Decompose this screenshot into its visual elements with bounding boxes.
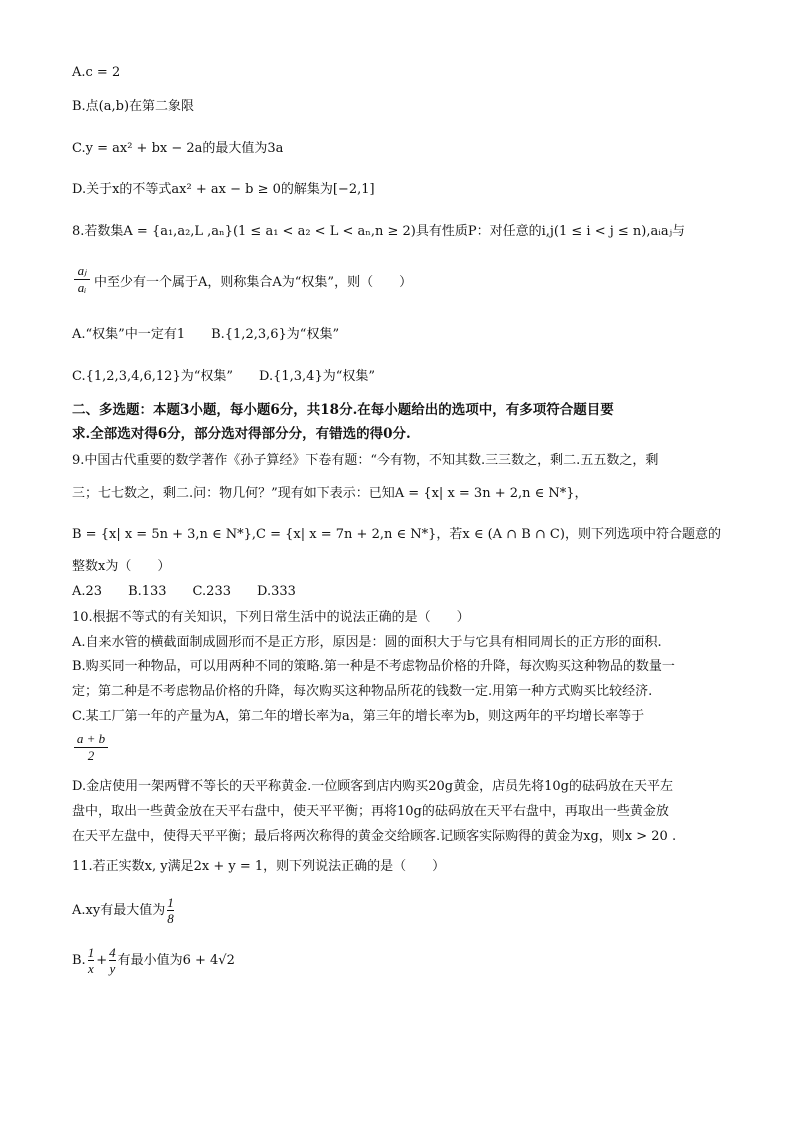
q9-stem-line4: 整数x为（ ） bbox=[72, 559, 171, 574]
q7-option-d: D.关于x的不等式ax² + ax − b ≥ 0的解集为[−2,1] bbox=[72, 182, 375, 197]
q11-option-b-f1-numerator: 1 bbox=[87, 945, 95, 960]
q11-option-b-label: B. bbox=[72, 953, 86, 968]
q11-option-b-f2-numerator: 4 bbox=[109, 945, 116, 960]
q10-option-b-line1: B.购买同一种物品，可以用两种不同的策略.第一种是不考虑物品价格的升降，每次购买这种物品的数量一 bbox=[72, 659, 675, 674]
q8-fraction-numerator: aⱼ bbox=[77, 263, 87, 278]
q11-option-b-fraction2 bbox=[109, 945, 116, 976]
q7-option-a: A.c = 2 bbox=[72, 65, 121, 80]
q10-option-a: A.自来水管的横截面制成圆形而不是正方形，原因是：圆的面积大于与它具有相同周长的正方形的面积. bbox=[72, 635, 662, 650]
q9-options: A.23 B.133 C.233 D.333 bbox=[72, 584, 296, 599]
q11-option-a bbox=[72, 893, 176, 929]
q10-stem: 10.根据不等式的有关知识，下列日常生活中的说法正确的是（ ） bbox=[72, 610, 470, 625]
q11-stem: 11.若正实数x, y满足2x + y = 1，则下列说法正确的是（ ） bbox=[72, 859, 446, 874]
q10-option-d-line3: 在天平左盘中，使得天平平衡；最后将两次称得的黄金交给顾客.记顾客实际购得的黄金为xg，则x > 20 . bbox=[72, 829, 677, 844]
q9-stem-line3: B = {x| x = 5n + 3,n ∈ N*},C = {x| x = 7n + 2,n ∈ N*}，若x ∈ (A ∩ B ∩ C)，则下列选项中符合题意的 bbox=[72, 527, 721, 542]
q11-option-b-fraction1 bbox=[88, 945, 95, 976]
q11-option-b-text: 有最小值为6 + 4√2 bbox=[117, 953, 235, 968]
q10-option-c-line1: C.某工厂第一年的产量为A，第二年的增长率为a，第三年的增长率为b，则这两年的平均增长率等于 bbox=[72, 709, 645, 724]
q10-option-b-line2: 定；第二种是不考虑物品价格的升降，每次购买这种物品所花的钱数一定.用第一种方式购买比较经济. bbox=[72, 684, 653, 699]
q11-option-a-numerator: 1 bbox=[167, 895, 174, 910]
q11-option-b-f2-denominator: y bbox=[109, 961, 116, 976]
q8-options-ab: A.“权集”中一定有1 B.{1,2,3,6}为“权集” bbox=[72, 327, 340, 342]
q10-c-fraction-denominator: 2 bbox=[87, 748, 95, 763]
section2-heading-line1: 二、多选题：本题3小题，每小题6分，共18分.在每小题给出的选项中，有多项符合题目要 bbox=[72, 402, 614, 418]
q10-c-fraction bbox=[74, 731, 108, 764]
q11-option-a-text: A.xy有最大值为 bbox=[72, 903, 166, 918]
q8-stem-line2: 中至少有一个属于A，则称集合A为“权集”，则（ ） bbox=[94, 275, 413, 290]
section2-heading-line2: 求.全部选对得6分，部分选对得部分分，有错选的得0分. bbox=[72, 426, 411, 442]
q11-option-a-denominator: 8 bbox=[167, 911, 174, 926]
q7-option-b: B.点(a,b)在第二象限 bbox=[72, 99, 195, 114]
q9-stem-line2: 三；七七数之，剩二.问：物几何？”现有如下表示：已知A = {x| x = 3n + 2,n ∈ N*}， bbox=[72, 486, 588, 501]
q10-option-d-line1: D.金店使用一架两臂不等长的天平称黄金.一位顾客到店内购买20g黄金，店员先将10g的砝码放在天平左 bbox=[72, 779, 673, 794]
q8-fraction bbox=[74, 263, 90, 296]
q9-stem-line1: 9.中国古代重要的数学著作《孙子算经》下卷有题：“今有物，不知其数.三三数之，剩二.五五数之，剩 bbox=[72, 453, 659, 468]
q8-options-cd: C.{1,2,3,4,6,12}为“权集” D.{1,3,4}为“权集” bbox=[72, 369, 376, 384]
q11-option-b-plus: + bbox=[96, 953, 108, 968]
q11-option-a-fraction bbox=[167, 895, 174, 926]
q11-option-b-f1-denominator: x bbox=[88, 961, 94, 976]
q11-option-b bbox=[72, 943, 235, 979]
q10-c-fraction-numerator: a + b bbox=[76, 731, 106, 746]
q8-stem-line1: 8.若数集A = {a₁,a₂,L ,aₙ}(1 ≤ a₁ < a₂ < L < aₙ,n ≥ 2)具有性质P：对任意的i,j(1 ≤ i < j ≤ n),aᵢaⱼ与 bbox=[72, 224, 686, 239]
q8-fraction-denominator: aᵢ bbox=[77, 280, 87, 295]
q10-option-d-line2: 盘中，取出一些黄金放在天平右盘中，使天平平衡；再将10g的砝码放在天平右盘中，再取出一些黄金放 bbox=[72, 804, 669, 819]
q7-option-c: C.y = ax² + bx − 2a的最大值为3a bbox=[72, 141, 284, 156]
